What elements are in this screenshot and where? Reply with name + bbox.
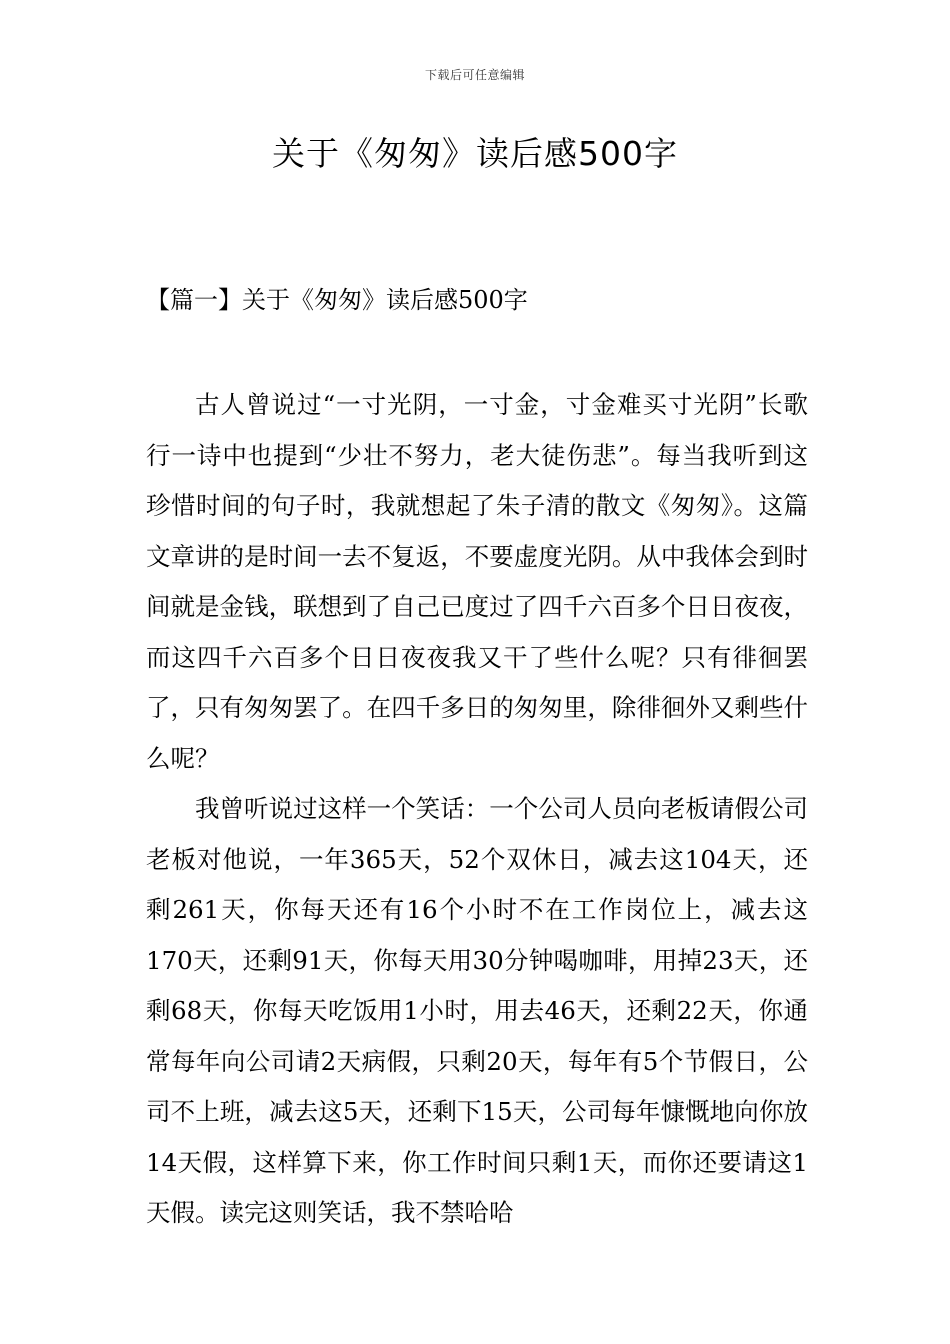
body-text (146, 380, 808, 1239)
paragraph-1: 古人曾说过“一寸光阴，一寸金，寸金难买寸光阴”长歌行一诗中也提到“少壮不努力，老大徒伤悲”。每当我听到这珍惜时间的句子时，我就想起了朱子清的散文《匆匆》。这篇文章讲的是时间一去不复返，不要虚度光阴。从中我体会到时间就是金钱，联想到了自己已度过了四千六百多个日日夜夜，而这四千六百多个日日夜夜我又干了些什么呢？只有徘徊罢了，只有匆匆罢了。在四千多日的匆匆里，除徘徊外又剩些什么呢？ (146, 390, 808, 773)
document-title: 关于《匆匆》读后感500字 (272, 134, 678, 173)
section-heading: 【篇一】关于《匆匆》读后感500字 (146, 286, 528, 314)
paragraph-2: 我曾听说过这样一个笑话：一个公司人员向老板请假公司老板对他说，一年365天，52个双休日，减去这104天，还剩261天，你每天还有16个小时不在工作岗位上，减去这170天，还剩91天，你每天用30分钟喝咖啡，用掉23天，还剩68天，你每天吃饭用1小时，用去46天，还剩22天，你通常每年向公司请2天病假，只剩20天，每年有5个节假日，公司不上班，减去这5天，还剩下15天，公司每年慷慨地向你放14天假，这样算下来，你工作时间只剩1天，而你还要请这1天假。读完这则笑话，我不禁哈哈 (146, 794, 808, 1227)
header-note: 下载后可任意编辑 (424, 68, 525, 82)
